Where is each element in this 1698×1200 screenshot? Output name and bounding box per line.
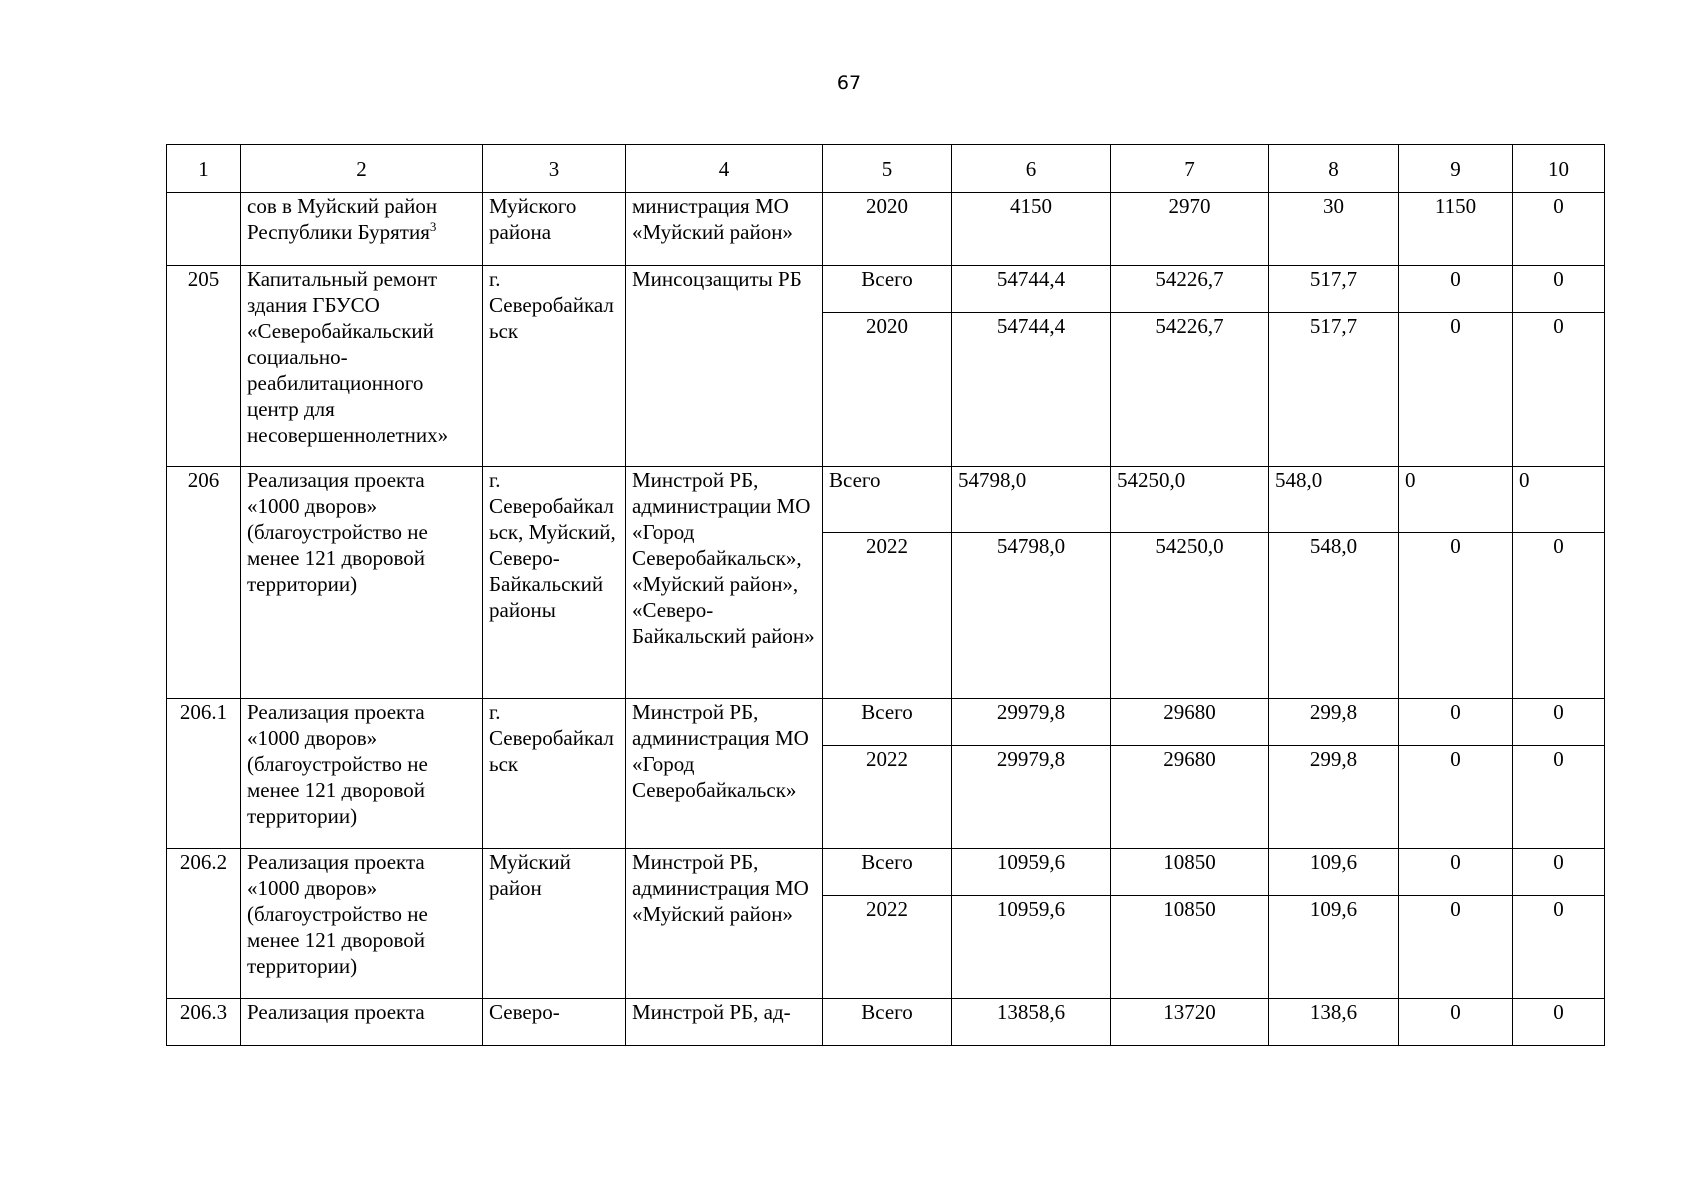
value-cell: 10850 bbox=[1111, 849, 1269, 896]
value-cell: 548,0 bbox=[1269, 467, 1399, 533]
table-row bbox=[167, 266, 1605, 313]
value-cell: 29979,8 bbox=[952, 746, 1111, 849]
value-cell: 299,8 bbox=[1269, 746, 1399, 849]
value-cell: 517,7 bbox=[1269, 266, 1399, 313]
total-label-cell: Всего bbox=[823, 849, 952, 896]
value-cell: 0 bbox=[1399, 699, 1513, 746]
value-cell: 299,8 bbox=[1269, 699, 1399, 746]
year-cell: 2020 bbox=[823, 313, 952, 467]
data-table bbox=[166, 144, 1605, 1046]
value-cell: 10959,6 bbox=[952, 849, 1111, 896]
value-cell: 0 bbox=[1513, 699, 1605, 746]
value-cell: 0 bbox=[1513, 746, 1605, 849]
value-cell: 548,0 bbox=[1269, 533, 1399, 699]
value-cell: 13858,6 bbox=[952, 999, 1111, 1046]
row-number-cell: 206.1 bbox=[167, 699, 241, 849]
value-cell: 54744,4 bbox=[952, 313, 1111, 467]
header-cell: 5 bbox=[823, 145, 952, 193]
place-cell: Северо- bbox=[483, 999, 626, 1046]
header-cell: 8 bbox=[1269, 145, 1399, 193]
value-cell: 54250,0 bbox=[1111, 533, 1269, 699]
value-cell: 2970 bbox=[1111, 193, 1269, 266]
executor-cell: министрация МО «Муйский район» bbox=[626, 193, 823, 266]
year-cell: 2020 bbox=[823, 193, 952, 266]
value-cell: 0 bbox=[1399, 467, 1513, 533]
executor-cell: Минстрой РБ, администрации МО «Город Северобайкальск», «Муйский район», «Северо-Байкальский район» bbox=[626, 467, 823, 699]
table-row bbox=[167, 699, 1605, 746]
row-number-cell: 205 bbox=[167, 266, 241, 467]
executor-cell: Минстрой РБ, администрация МО «Муйский район» bbox=[626, 849, 823, 999]
value-cell: 0 bbox=[1399, 313, 1513, 467]
value-cell: 0 bbox=[1513, 467, 1605, 533]
value-cell: 54250,0 bbox=[1111, 467, 1269, 533]
page-number: 67 bbox=[836, 72, 862, 94]
total-label-cell: Всего bbox=[823, 266, 952, 313]
table-row bbox=[167, 467, 1605, 533]
value-cell: 0 bbox=[1513, 999, 1605, 1046]
value-cell: 29979,8 bbox=[952, 699, 1111, 746]
value-cell: 0 bbox=[1513, 849, 1605, 896]
name-cell: Реализация проекта bbox=[241, 999, 483, 1046]
value-cell: 10850 bbox=[1111, 896, 1269, 999]
name-cell: Капитальный ремонт здания ГБУСО «Северобайкальский социально-реабилитационного центр для несовершеннолетних» bbox=[241, 266, 483, 467]
header-cell: 6 bbox=[952, 145, 1111, 193]
place-cell: г. Северобайкальск bbox=[483, 266, 626, 467]
value-cell: 29680 bbox=[1111, 699, 1269, 746]
header-cell: 10 bbox=[1513, 145, 1605, 193]
value-cell: 54226,7 bbox=[1111, 313, 1269, 467]
name-cell: Реализация проекта «1000 дворов» (благоустройство не менее 121 дворовой территории) bbox=[241, 467, 483, 699]
year-cell: 2022 bbox=[823, 896, 952, 999]
row-number-cell bbox=[167, 193, 241, 266]
table-row bbox=[167, 999, 1605, 1046]
value-cell: 1150 bbox=[1399, 193, 1513, 266]
value-cell: 54798,0 bbox=[952, 467, 1111, 533]
place-cell: Муйский район bbox=[483, 849, 626, 999]
value-cell: 4150 bbox=[952, 193, 1111, 266]
table-header-row bbox=[167, 145, 1605, 193]
year-cell: 2022 bbox=[823, 533, 952, 699]
header-cell: 4 bbox=[626, 145, 823, 193]
value-cell: 0 bbox=[1513, 533, 1605, 699]
header-cell: 2 bbox=[241, 145, 483, 193]
row-number-cell: 206.2 bbox=[167, 849, 241, 999]
value-cell: 138,6 bbox=[1269, 999, 1399, 1046]
place-cell: Муйского района bbox=[483, 193, 626, 266]
total-label-cell: Всего bbox=[823, 999, 952, 1046]
value-cell: 0 bbox=[1513, 193, 1605, 266]
value-cell: 0 bbox=[1399, 849, 1513, 896]
value-cell: 517,7 bbox=[1269, 313, 1399, 467]
value-cell: 54798,0 bbox=[952, 533, 1111, 699]
header-cell: 1 bbox=[167, 145, 241, 193]
row-number-cell: 206.3 bbox=[167, 999, 241, 1046]
table-row bbox=[167, 849, 1605, 896]
value-cell: 109,6 bbox=[1269, 849, 1399, 896]
year-cell: 2022 bbox=[823, 746, 952, 849]
total-label-cell: Всего bbox=[823, 467, 952, 533]
executor-cell: Минстрой РБ, ад- bbox=[626, 999, 823, 1046]
value-cell: 13720 bbox=[1111, 999, 1269, 1046]
header-cell: 9 bbox=[1399, 145, 1513, 193]
executor-cell: Минсоцзащиты РБ bbox=[626, 266, 823, 467]
value-cell: 109,6 bbox=[1269, 896, 1399, 999]
value-cell: 54226,7 bbox=[1111, 266, 1269, 313]
name-cell: сов в Муйский район Республики Бурятия$^3$ bbox=[241, 193, 483, 266]
name-cell: Реализация проекта «1000 дворов» (благоустройство не менее 121 дворовой территории) bbox=[241, 849, 483, 999]
value-cell: 0 bbox=[1399, 999, 1513, 1046]
table-row bbox=[167, 193, 1605, 266]
value-cell: 0 bbox=[1399, 533, 1513, 699]
value-cell: 10959,6 bbox=[952, 896, 1111, 999]
header-cell: 3 bbox=[483, 145, 626, 193]
value-cell: 54744,4 bbox=[952, 266, 1111, 313]
value-cell: 0 bbox=[1513, 266, 1605, 313]
value-cell: 29680 bbox=[1111, 746, 1269, 849]
value-cell: 0 bbox=[1513, 896, 1605, 999]
value-cell: 0 bbox=[1399, 266, 1513, 313]
value-cell: 0 bbox=[1513, 313, 1605, 467]
value-cell: 0 bbox=[1399, 896, 1513, 999]
executor-cell: Минстрой РБ, администрация МО «Город Северобайкальск» bbox=[626, 699, 823, 849]
value-cell: 0 bbox=[1399, 746, 1513, 849]
name-cell: Реализация проекта «1000 дворов» (благоустройство не менее 121 дворовой территории) bbox=[241, 699, 483, 849]
row-number-cell: 206 bbox=[167, 467, 241, 699]
place-cell: г. Северобайкальск bbox=[483, 699, 626, 849]
total-label-cell: Всего bbox=[823, 699, 952, 746]
value-cell: 30 bbox=[1269, 193, 1399, 266]
header-cell: 7 bbox=[1111, 145, 1269, 193]
place-cell: г. Северобайкальск, Муйский, Северо-Байкальский районы bbox=[483, 467, 626, 699]
